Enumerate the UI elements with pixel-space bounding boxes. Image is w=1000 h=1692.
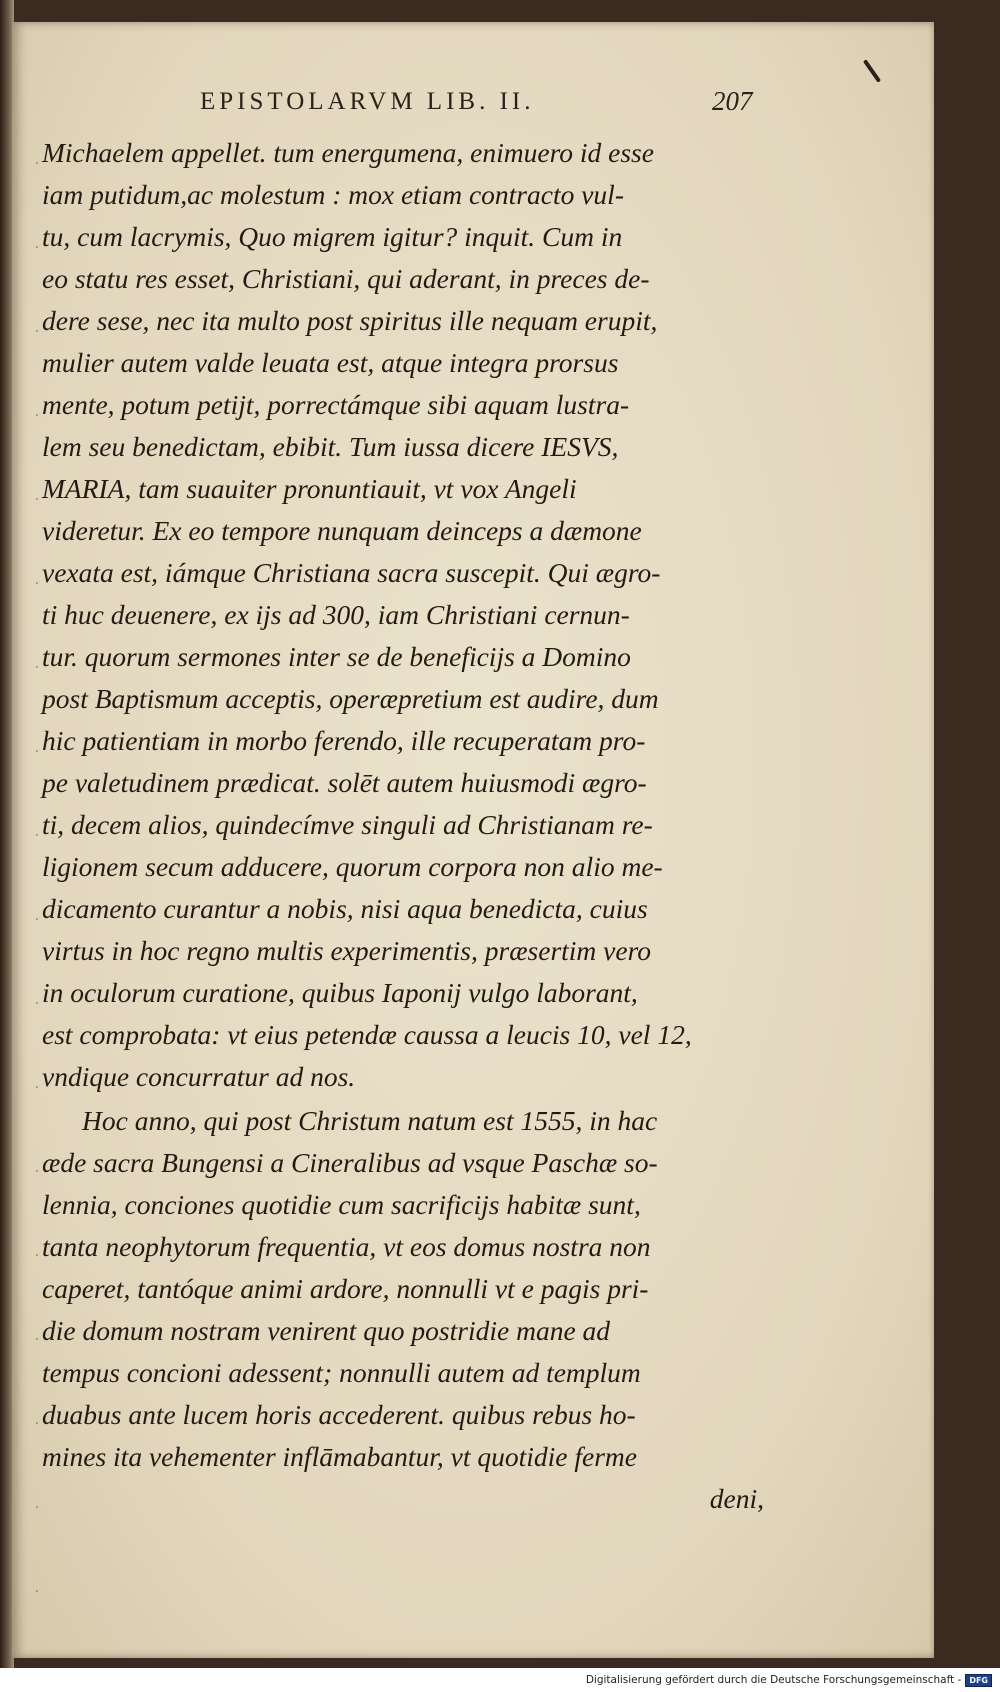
text-line: Michaelem appellet. tum energumena, enimuero id esse (42, 137, 654, 168)
text-line: mente, potum petijt, porrectámque sibi aquam lustra- (42, 389, 630, 420)
credit-text: Digitalisierung gefördert durch die Deutsche Forschungsgemeinschaft - (585, 1674, 962, 1686)
text-line: mines ita vehementer inflāmabantur, vt quotidie ferme (42, 1441, 637, 1472)
running-head (12, 88, 934, 128)
ink-mark (863, 59, 881, 83)
text-line: lem seu benedictam, ebibit. Tum iussa dicere IESVS, (42, 431, 619, 462)
margin-ink-marks (36, 162, 38, 1602)
text-line: est comprobata: vt eius petendæ caussa a leucis 10, vel 12, (42, 1019, 692, 1050)
page-number: 207 (712, 86, 753, 116)
text-line: die domum nostram venirent quo postridie mane ad (42, 1315, 611, 1346)
text-line: tanta neophytorum frequentia, vt eos domus nostra non (42, 1231, 651, 1262)
text-line: lennia, conciones quotidie cum sacrificijs habitæ sunt, (42, 1189, 641, 1220)
text-line: tempus concioni adessent; nonnulli autem ad templum (42, 1357, 641, 1388)
text-line: dicamento curantur a nobis, nisi aqua benedicta, cuius (42, 893, 648, 924)
book-page (12, 22, 934, 1658)
text-line: pe valetudinem prædicat. solēt autem huiusmodi ægro- (42, 767, 647, 798)
text-line: duabus ante lucem horis accederent. quibus rebus ho- (42, 1399, 636, 1430)
digitization-credit (586, 1672, 992, 1688)
running-title: EPISTOLARVM LIB. II. (200, 88, 535, 115)
text-line: hic patientiam in morbo ferendo, ille recuperatam pro- (42, 725, 646, 756)
text-line: in oculorum curatione, quibus Iaponij vulgo laborant, (42, 977, 638, 1008)
text-line: mulier autem valde leuata est, atque integra prorsus (42, 347, 619, 378)
text-line: videretur. Ex eo tempore nunquam deinceps a dæmone (42, 515, 642, 546)
catchword: deni, (709, 1483, 764, 1514)
text-line-paragraph-start: Hoc anno, qui post Christum natum est 1555, in hac (82, 1105, 658, 1136)
text-line: tu, cum lacrymis, Quo migrem igitur? inquit. Cum in (42, 221, 623, 252)
text-line: ti huc deuenere, ex ijs ad 300, iam Christiani cernun- (42, 599, 630, 630)
text-line: eo statu res esset, Christiani, qui aderant, in preces de- (42, 263, 650, 294)
text-line: iam putidum,ac molestum : mox etiam contracto vul- (42, 179, 624, 210)
text-line: caperet, tantóque animi ardore, nonnulli vt e pagis pri- (42, 1273, 649, 1304)
text-line: MARIA, tam suauiter pronuntiauit, vt vox Angeli (42, 473, 577, 504)
text-line: tur. quorum sermones inter se de beneficijs a Domino (42, 641, 631, 672)
text-line: æde sacra Bungensi a Cineralibus ad vsque Paschæ so- (42, 1147, 658, 1178)
text-line: ligionem secum adducere, quorum corpora non alio me- (42, 851, 663, 882)
text-line: dere sese, nec ita multo post spiritus ille nequam erupit, (42, 305, 658, 336)
text-line: vndique concurratur ad nos. (42, 1061, 356, 1092)
text-line: ti, decem alios, quindecímve singuli ad Christianam re- (42, 809, 653, 840)
text-line: virtus in hoc regno multis experimentis, præsertim vero (42, 935, 652, 966)
dfg-logo-icon: DFG (965, 1674, 992, 1687)
text-line: vexata est, iámque Christiana sacra suscepit. Qui ægro- (42, 557, 661, 588)
text-line: post Baptismum acceptis, operæpretium est audire, dum (42, 683, 659, 714)
